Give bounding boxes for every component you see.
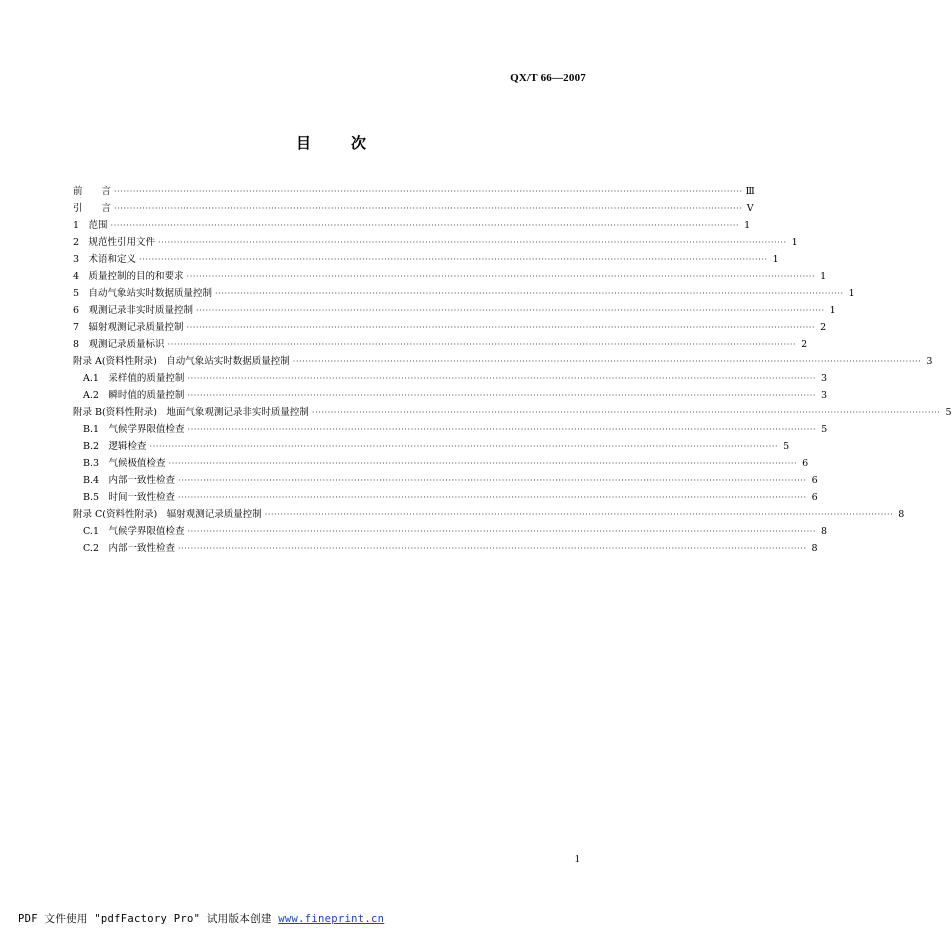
- toc-entry-label: 2 规范性引用文件: [73, 237, 156, 248]
- toc-entry[interactable]: [73, 419, 828, 436]
- toc-dot-leader: ········································································································································································································: [187, 527, 817, 536]
- toc-entry[interactable]: [73, 504, 905, 521]
- toc-entry-page: 6: [802, 458, 809, 469]
- toc-dot-leader: ········································································································································································································: [168, 459, 798, 468]
- toc-entry[interactable]: [73, 300, 836, 317]
- toc-dot-leader: ········································································································································································································: [196, 306, 825, 315]
- toc-entry[interactable]: [73, 198, 754, 215]
- page-title: [0, 132, 662, 153]
- toc-dot-leader: ········································································································································································································: [139, 255, 768, 264]
- toc-dot-leader: ········································································································································································································: [178, 493, 807, 502]
- toc-dot-leader: ········································································································································································································: [186, 272, 816, 281]
- toc-entry[interactable]: [73, 215, 751, 232]
- toc-entry-label: 附录 A(资料性附录) 自动气象站实时数据质量控制: [73, 356, 290, 367]
- pdf-footer-link[interactable]: www.fineprint.cn: [278, 913, 385, 925]
- toc-entry[interactable]: [73, 487, 818, 504]
- toc-entry[interactable]: [73, 402, 952, 419]
- toc-entry-page: Ⅲ: [745, 186, 755, 197]
- toc-entry-page: 3: [820, 373, 828, 384]
- toc-dot-leader: ········································································································································································································: [264, 510, 894, 519]
- toc-entry[interactable]: [73, 334, 808, 351]
- toc-dot-leader: ········································································································································································································: [158, 238, 787, 247]
- toc-entry-label: C.2 内部一致性检查: [83, 543, 175, 554]
- toc-entry-page: 5: [945, 407, 952, 418]
- toc-entry[interactable]: [73, 385, 828, 402]
- toc-dot-leader: ········································································································································································································: [178, 544, 807, 553]
- toc-dot-leader: ········································································································································································································: [187, 425, 817, 434]
- toc-entry[interactable]: [73, 181, 755, 198]
- toc-entry-page: 6: [811, 475, 818, 486]
- toc-entry-label: B.4 内部一致性检查: [83, 475, 176, 486]
- toc-entry[interactable]: [73, 232, 798, 249]
- toc-dot-leader: ········································································································································································································: [186, 323, 816, 332]
- toc-entry-label: 3 术语和定义: [73, 254, 137, 265]
- table-of-contents: [73, 181, 952, 555]
- toc-dot-leader: ········································································································································································································: [178, 476, 807, 485]
- toc-entry[interactable]: [73, 266, 827, 283]
- toc-dot-leader: ········································································································································································································: [149, 442, 779, 451]
- toc-entry-page: 1: [820, 271, 827, 282]
- toc-entry-page: 1: [772, 254, 779, 265]
- toc-entry-label: 8 观测记录质量标识: [73, 339, 165, 350]
- toc-entry-page: Ⅴ: [746, 203, 754, 214]
- toc-dot-leader: ········································································································································································································: [110, 221, 740, 230]
- toc-dot-leader: ········································································································································································································: [114, 187, 743, 196]
- toc-entry-label: 7 辐射观测记录质量控制: [73, 322, 184, 333]
- title-part2: 次: [351, 134, 367, 152]
- toc-dot-leader: ········································································································································································································: [292, 357, 922, 366]
- toc-entry-page: 5: [821, 424, 828, 435]
- toc-dot-leader: ········································································································································································································: [215, 289, 844, 298]
- toc-entry-label: 附录 C(资料性附录) 辐射观测记录质量控制: [73, 509, 262, 520]
- toc-entry[interactable]: [73, 436, 790, 453]
- toc-dot-leader: ········································································································································································································: [167, 340, 797, 349]
- toc-entry-label: 附录 B(资料性附录) 地面气象观测记录非实时质量控制: [73, 407, 309, 418]
- toc-entry[interactable]: [73, 368, 828, 385]
- toc-entry[interactable]: [73, 470, 818, 487]
- toc-entry-label: 6 观测记录非实时质量控制: [73, 305, 194, 316]
- toc-entry-page: 1: [791, 237, 798, 248]
- toc-entry[interactable]: [73, 538, 818, 555]
- toc-dot-leader: ········································································································································································································: [311, 408, 941, 417]
- standard-code: QX/T 66—2007: [510, 72, 586, 84]
- toc-entry-label: A.1 采样值的质量控制: [83, 373, 185, 384]
- toc-entry-page: 2: [820, 322, 827, 333]
- pdf-footer-text: PDF 文件使用 "pdfFactory Pro" 试用版本创建: [18, 913, 279, 925]
- toc-entry-page: 5: [783, 441, 790, 452]
- toc-dot-leader: ········································································································································································································: [114, 204, 743, 213]
- toc-entry-page: 1: [829, 305, 836, 316]
- toc-entry[interactable]: [73, 249, 779, 266]
- toc-entry-page: 3: [820, 390, 828, 401]
- toc-entry[interactable]: [73, 521, 828, 538]
- toc-dot-leader: ········································································································································································································: [187, 374, 817, 383]
- title-part1: 目: [295, 134, 311, 152]
- toc-entry-label: 5 自动气象站实时数据质量控制: [73, 288, 213, 299]
- toc-entry-page: 8: [821, 526, 828, 537]
- toc-entry-label: B.5 时间一致性检查: [83, 492, 176, 503]
- toc-entry-label: 引 言: [73, 203, 112, 214]
- toc-entry[interactable]: [73, 351, 933, 368]
- page-number: 1: [574, 853, 580, 865]
- toc-dot-leader: ········································································································································································································: [187, 391, 817, 400]
- toc-entry[interactable]: [73, 283, 855, 300]
- toc-entry-page: 1: [848, 288, 855, 299]
- toc-entry-label: B.1 气候学界限值检查: [83, 424, 185, 435]
- toc-entry[interactable]: [73, 453, 809, 470]
- toc-entry-label: A.2 瞬时值的质量控制: [83, 390, 185, 401]
- toc-entry-page: 3: [926, 356, 933, 367]
- toc-entry-label: 4 质量控制的目的和要求: [73, 271, 184, 282]
- toc-entry-label: B.3 气候极值检查: [83, 458, 166, 469]
- toc-entry-page: 2: [801, 339, 808, 350]
- toc-entry-page: 6: [811, 492, 818, 503]
- toc-entry-label: C.1 气候学界限值检查: [83, 526, 185, 537]
- toc-entry-label: B.2 逻辑检查: [83, 441, 147, 452]
- toc-entry-label: 前 言: [73, 186, 112, 197]
- toc-entry-page: 1: [744, 220, 751, 231]
- toc-entry-page: 8: [811, 543, 818, 554]
- toc-entry-page: 8: [898, 509, 905, 520]
- toc-entry[interactable]: [73, 317, 827, 334]
- pdf-footer: [18, 911, 384, 926]
- toc-entry-label: 1 范围: [73, 220, 108, 231]
